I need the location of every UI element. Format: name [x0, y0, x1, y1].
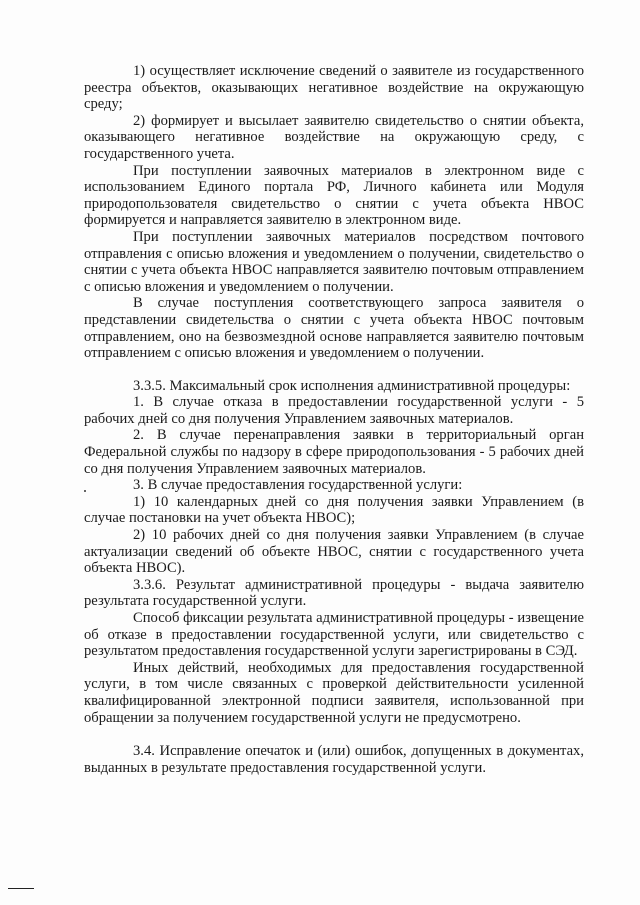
section-heading-3-4: 3.4. Исправление опечаток и (или) ошибок, допущенных в документах, выданных в результате предоставления государственной услуги. [84, 743, 584, 776]
paragraph: 2. В случае перенаправления заявки в территориальный орган Федеральной службы по надзору в сфере природопользования - 5 рабочих дней со дня получения Управлением заявочных материалов. [84, 427, 584, 477]
paragraph: При поступлении заявочных материалов посредством почтового отправления с описью вложения и уведомлением о получении, свидетельство о снятии с учета объекта НВОС направляется заявителю почтовым отправлением с описью вложения и уведомлением о получении. [84, 228, 584, 295]
paragraph: 2) 10 рабочих дней со дня получения заявки Управлением (в случае актуализации сведений об объекте НВОС, снятии с государственного учета объекта НВОС). [84, 527, 584, 577]
paragraph: 1) 10 календарных дней со дня получения заявки Управлением (в случае постановки на учет объекта НВОС); [84, 493, 584, 527]
paragraph: При поступлении заявочных материалов в электронном виде с использованием Единого портала РФ, Личного кабинета или Модуля природопользователя свидетельство о снятии с учета объекта НВОС формируется и направляется заявителю в электронном виде. [84, 162, 584, 229]
section-spacer [84, 726, 584, 743]
scan-speck [84, 490, 86, 492]
paragraph: Иных действий, необходимых для предоставления государственной услуги, в том числе связанных с проверкой действительности усиленной квалифицированной электронной подписи заявителя, использованной при обращении за получением государственной услуги не предусмотрено. [84, 659, 584, 726]
paragraph: 1. В случае отказа в предоставлении государственной услуги - 5 рабочих дней со дня получения Управлением заявочных материалов. [84, 394, 584, 427]
paragraph: 3. В случае предоставления государственной услуги: [133, 477, 463, 494]
paragraph: Способ фиксации результата административной процедуры - извещение об отказе в предоставлении государственной услуги, или свидетельство с результатом предоставления государственной услуги зарегистрированы в СЭД. [84, 610, 584, 660]
document-body [84, 63, 584, 776]
paragraph: В случае поступления соответствующего запроса заявителя о представлении свидетельства о снятии с учета объекта НВОС почтовым отправлением, оно на безвозмездной основе направляется заявителю почтовым отправлением с описью вложения и уведомлением о получении. [84, 295, 584, 362]
scan-margin-mark [8, 888, 34, 889]
paragraph: 2) формирует и высылает заявителю свидетельство о снятии объекта, оказывающего негативное воздействие на окружающую среду, с государственного учета. [84, 112, 584, 162]
section-heading-3-3-5: 3.3.5. Максимальный срок исполнения административной процедуры: [133, 377, 571, 394]
paragraph: 1) осуществляет исключение сведений о заявителе из государственного реестра объектов, оказывающих негативное воздействие на окружающую среду; [84, 63, 584, 113]
section-heading-3-3-6: 3.3.6. Результат административной процедуры - выдача заявителю результата государственной услуги. [84, 576, 584, 610]
section-spacer [84, 362, 584, 378]
